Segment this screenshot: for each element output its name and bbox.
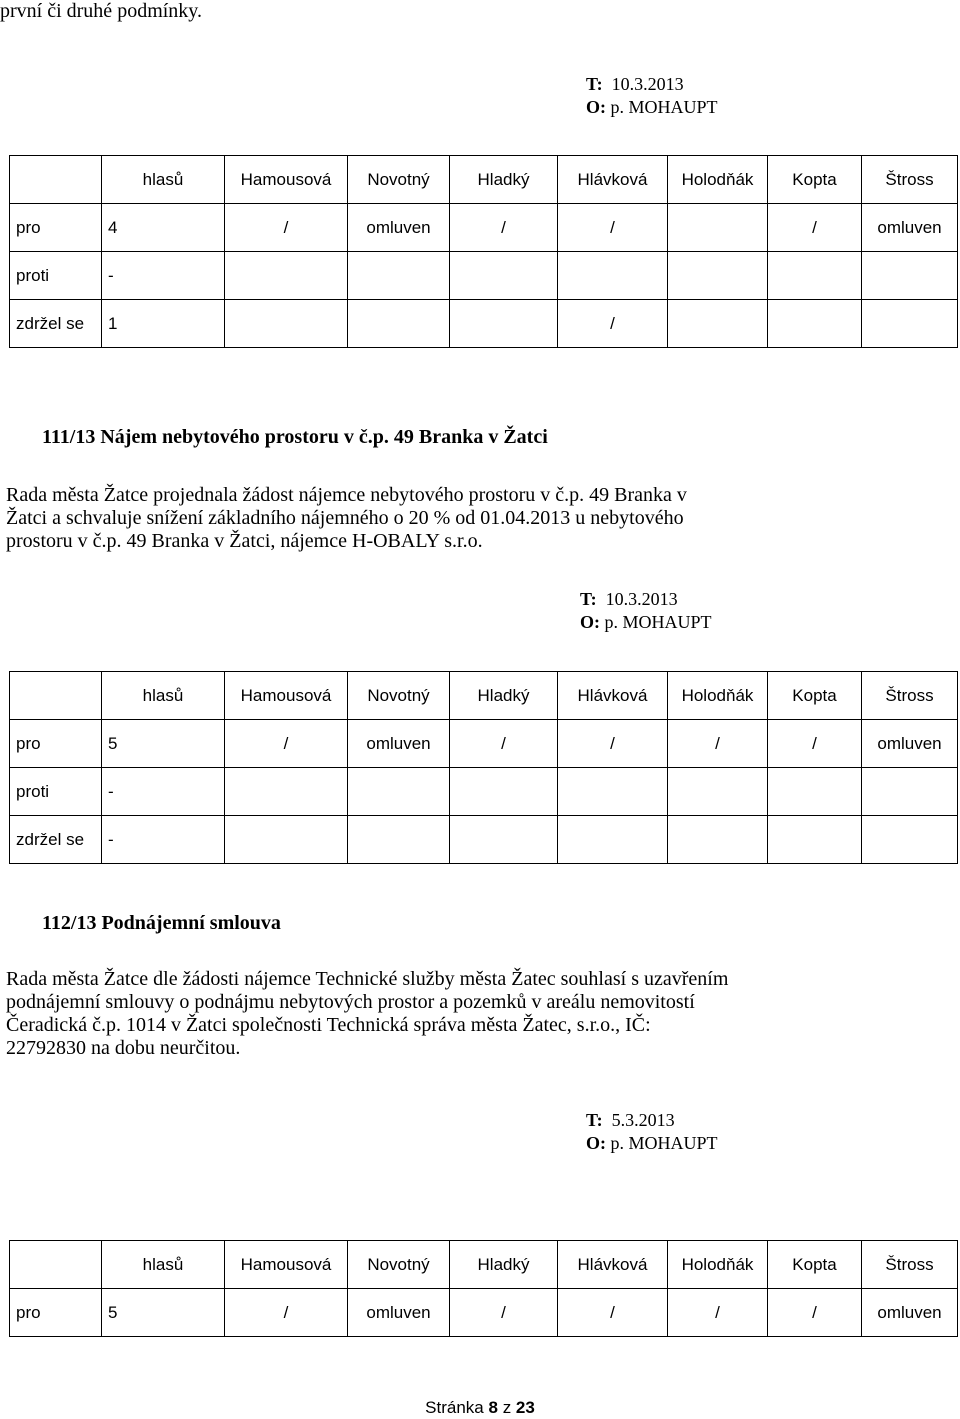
vote-row-label: proti xyxy=(10,252,102,300)
vote-cell: / xyxy=(558,204,668,252)
vote-cell xyxy=(668,300,768,348)
vote-row-label: pro xyxy=(10,1289,102,1337)
paragraph-line: prostoru v č.p. 49 Branka v Žatci, nájemce H-OBALY s.r.o. xyxy=(6,530,483,552)
vote-table-1 xyxy=(9,155,958,348)
vote-cell: - xyxy=(102,768,225,816)
column-header: Štross xyxy=(862,672,958,720)
vote-row xyxy=(10,768,958,816)
vote-cell: / xyxy=(768,204,862,252)
vote-row-label: proti xyxy=(10,768,102,816)
vote-cell xyxy=(450,252,558,300)
vote-cell xyxy=(348,816,450,864)
footer-middle: z xyxy=(502,1398,512,1417)
vote-header-row xyxy=(10,672,958,720)
column-header: Hamousová xyxy=(225,156,348,204)
vote-cell xyxy=(225,816,348,864)
vote-header-row xyxy=(10,156,958,204)
column-header: Hamousová xyxy=(225,672,348,720)
term-value: 10.3.2013 xyxy=(611,74,684,94)
vote-cell: / xyxy=(450,720,558,768)
page-footer xyxy=(0,1398,960,1418)
column-header: Hlávková xyxy=(558,156,668,204)
column-header: hlasů xyxy=(102,1241,225,1289)
term-label: T: xyxy=(586,1110,603,1130)
column-header: hlasů xyxy=(102,156,225,204)
owner-label: O: xyxy=(586,97,606,117)
column-header: Kopta xyxy=(768,1241,862,1289)
vote-cell xyxy=(225,252,348,300)
vote-cell xyxy=(668,252,768,300)
vote-table-3 xyxy=(9,1240,958,1337)
paragraph-line: Rada města Žatce projednala žádost nájemce nebytového prostoru v č.p. 49 Branka v xyxy=(6,484,687,506)
item-112-paragraph xyxy=(6,968,728,1060)
vote-cell: 5 xyxy=(102,1289,225,1337)
vote-cell: omluven xyxy=(348,1289,450,1337)
vote-cell: / xyxy=(450,204,558,252)
term-line xyxy=(586,1110,675,1131)
column-header: Hladký xyxy=(450,672,558,720)
item-111-heading: 111/13 Nájem nebytového prostoru v č.p. 49 Branka v Žatci xyxy=(42,426,548,448)
vote-header-row xyxy=(10,1241,958,1289)
footer-prefix: Stránka xyxy=(425,1398,484,1417)
vote-cell: omluven xyxy=(348,720,450,768)
vote-cell: / xyxy=(558,720,668,768)
vote-row xyxy=(10,204,958,252)
term-line xyxy=(586,74,684,95)
vote-cell: / xyxy=(768,1289,862,1337)
vote-row xyxy=(10,252,958,300)
vote-cell xyxy=(558,252,668,300)
term-label: T: xyxy=(586,74,603,94)
item-112-heading: 112/13 Podnájemní smlouva xyxy=(42,912,281,934)
vote-table-2 xyxy=(9,671,958,864)
vote-cell xyxy=(668,768,768,816)
column-header: Hladký xyxy=(450,156,558,204)
owner-line xyxy=(580,612,712,633)
owner-line xyxy=(586,1133,718,1154)
vote-row-label: pro xyxy=(10,720,102,768)
vote-cell: / xyxy=(668,720,768,768)
owner-label: O: xyxy=(580,612,600,632)
column-header: Hlávková xyxy=(558,1241,668,1289)
vote-cell: / xyxy=(768,720,862,768)
owner-line xyxy=(586,97,718,118)
owner-value: p. MOHAUPT xyxy=(604,612,712,632)
vote-row-label: pro xyxy=(10,204,102,252)
vote-cell: - xyxy=(102,252,225,300)
footer-page-total: 23 xyxy=(515,1398,535,1417)
column-header: Holodňák xyxy=(668,672,768,720)
vote-cell xyxy=(450,768,558,816)
empty-header-cell xyxy=(10,1241,102,1289)
paragraph-line: Žatci a schvaluje snížení základního nájemného o 20 % od 01.04.2013 u nebytového xyxy=(6,507,684,529)
vote-cell xyxy=(225,768,348,816)
column-header: Novotný xyxy=(348,156,450,204)
vote-cell xyxy=(668,816,768,864)
vote-cell xyxy=(862,252,958,300)
vote-cell: / xyxy=(450,1289,558,1337)
vote-cell: 4 xyxy=(102,204,225,252)
item-111-paragraph xyxy=(6,484,687,553)
vote-cell xyxy=(450,816,558,864)
vote-cell: omluven xyxy=(862,1289,958,1337)
vote-cell xyxy=(348,252,450,300)
empty-header-cell xyxy=(10,156,102,204)
vote-cell xyxy=(862,768,958,816)
column-header: Štross xyxy=(862,156,958,204)
vote-cell xyxy=(768,300,862,348)
term-line xyxy=(580,589,678,610)
vote-row xyxy=(10,720,958,768)
vote-cell: omluven xyxy=(862,720,958,768)
vote-cell xyxy=(768,816,862,864)
vote-cell: omluven xyxy=(862,204,958,252)
column-header: Kopta xyxy=(768,672,862,720)
paragraph-line: podnájemní smlouvy o podnájmu nebytových prostor a pozemků v areálu nemovitostí xyxy=(6,991,695,1013)
paragraph-line: Rada města Žatce dle žádosti nájemce Technické služby města Žatec souhlasí s uzavřením xyxy=(6,968,729,990)
vote-row xyxy=(10,1289,958,1337)
term-value: 10.3.2013 xyxy=(605,589,678,609)
vote-cell xyxy=(668,204,768,252)
owner-value: p. MOHAUPT xyxy=(610,97,718,117)
vote-cell: / xyxy=(225,204,348,252)
top-text: první či druhé podmínky. xyxy=(0,0,203,22)
column-header: Hlávková xyxy=(558,672,668,720)
vote-row xyxy=(10,816,958,864)
vote-cell xyxy=(558,768,668,816)
vote-cell: 1 xyxy=(102,300,225,348)
vote-cell: omluven xyxy=(348,204,450,252)
column-header: Novotný xyxy=(348,672,450,720)
column-header: Hladký xyxy=(450,1241,558,1289)
column-header: Kopta xyxy=(768,156,862,204)
footer-page-number: 8 xyxy=(488,1398,498,1417)
term-value: 5.3.2013 xyxy=(611,1110,675,1130)
paragraph-line: Čeradická č.p. 1014 v Žatci společnosti Technická správa města Žatec, s.r.o., IČ: xyxy=(6,1014,651,1036)
empty-header-cell xyxy=(10,672,102,720)
column-header: Holodňák xyxy=(668,156,768,204)
vote-cell: - xyxy=(102,816,225,864)
vote-cell: / xyxy=(558,300,668,348)
column-header: hlasů xyxy=(102,672,225,720)
column-header: Novotný xyxy=(348,1241,450,1289)
vote-cell: / xyxy=(225,720,348,768)
vote-cell xyxy=(225,300,348,348)
column-header: Holodňák xyxy=(668,1241,768,1289)
vote-cell xyxy=(450,300,558,348)
vote-cell xyxy=(768,768,862,816)
vote-row-label: zdržel se xyxy=(10,300,102,348)
owner-value: p. MOHAUPT xyxy=(610,1133,718,1153)
owner-label: O: xyxy=(586,1133,606,1153)
vote-cell: / xyxy=(225,1289,348,1337)
vote-cell xyxy=(862,300,958,348)
paragraph-line: 22792830 na dobu neurčitou. xyxy=(6,1037,241,1059)
vote-cell xyxy=(862,816,958,864)
vote-cell xyxy=(348,300,450,348)
column-header: Hamousová xyxy=(225,1241,348,1289)
term-label: T: xyxy=(580,589,597,609)
vote-cell xyxy=(558,816,668,864)
vote-cell: / xyxy=(668,1289,768,1337)
vote-row-label: zdržel se xyxy=(10,816,102,864)
vote-cell xyxy=(768,252,862,300)
vote-cell: 5 xyxy=(102,720,225,768)
column-header: Štross xyxy=(862,1241,958,1289)
vote-cell: / xyxy=(558,1289,668,1337)
vote-cell xyxy=(348,768,450,816)
vote-row xyxy=(10,300,958,348)
